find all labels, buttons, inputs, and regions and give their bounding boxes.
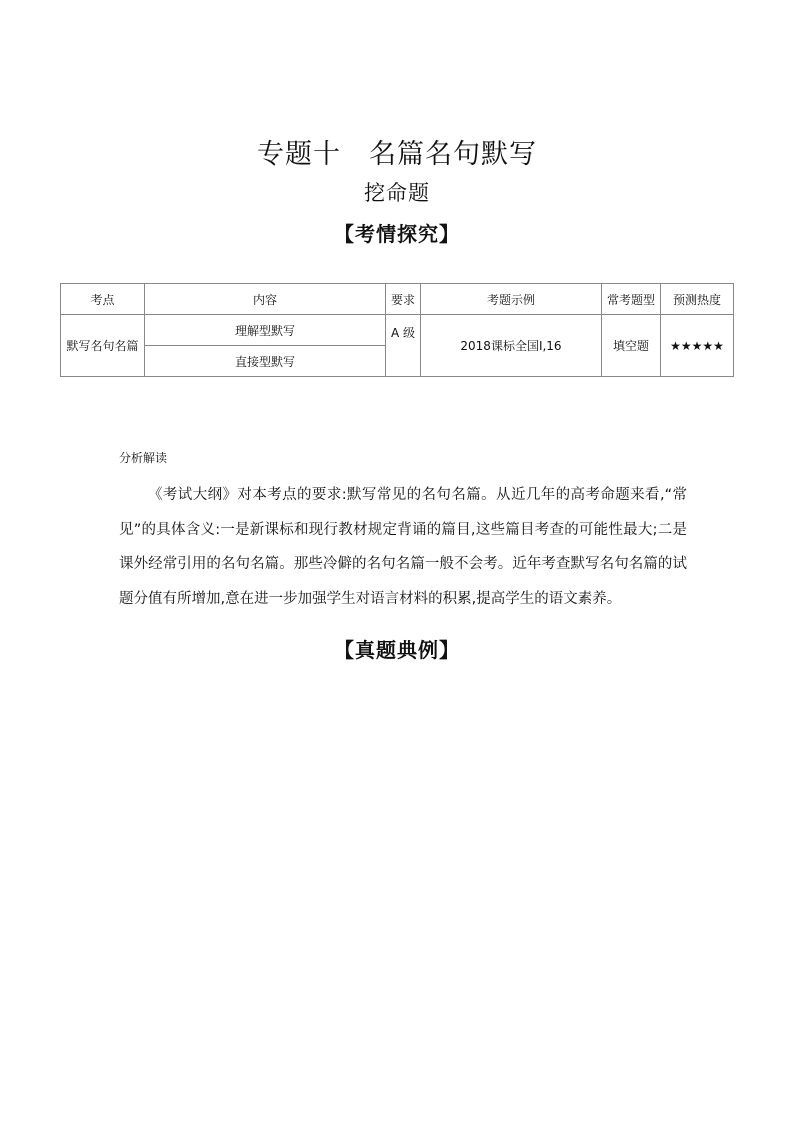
header-heat: 预测热度 [661, 284, 734, 315]
header-example: 考题示例 [421, 284, 602, 315]
page-title: 专题十 名篇名句默写 [257, 139, 537, 170]
header-point: 考点 [61, 284, 145, 315]
analysis-label: 分析解读 [119, 451, 168, 465]
page-subtitle: 挖命题 [364, 181, 430, 205]
section-heading-real-examples: 【真题典例】 [334, 638, 460, 662]
requirement-text: A 级 [390, 326, 416, 340]
cell-heat-stars: ★★★★★ [661, 315, 734, 377]
cell-content-2: 直接型默写 [145, 346, 386, 377]
section-heading-exam-analysis: 【考情探究】 [334, 222, 460, 246]
cell-example: 2018课标全国Ⅰ,16 [421, 315, 602, 377]
analysis-paragraph: 《考试大纲》对本考点的要求:默写常见的名句名篇。从近几年的高考命题来看,“常见”的具体含义:一是新课标和现行教材规定背诵的篇目,这些篇目考查的可能性最大;二是课外经常引用的名句名篇。那些冷僻的名句名篇一般不会考。近年考查默写名句名篇的试题分值有所增加,意在进一步加强学生对语言材料的积累,提高学生的语文素养。 [119, 487, 687, 607]
table-header-row [61, 284, 734, 315]
header-question-type: 常考题型 [602, 284, 661, 315]
exam-info-table [60, 283, 734, 377]
cell-point: 默写名句名篇 [61, 315, 145, 377]
table-row [61, 315, 734, 346]
header-requirement: 要求 [386, 284, 421, 315]
header-content: 内容 [145, 284, 386, 315]
cell-content-1: 理解型默写 [145, 315, 386, 346]
cell-requirement [386, 315, 421, 377]
cell-question-type: 填空题 [602, 315, 661, 377]
